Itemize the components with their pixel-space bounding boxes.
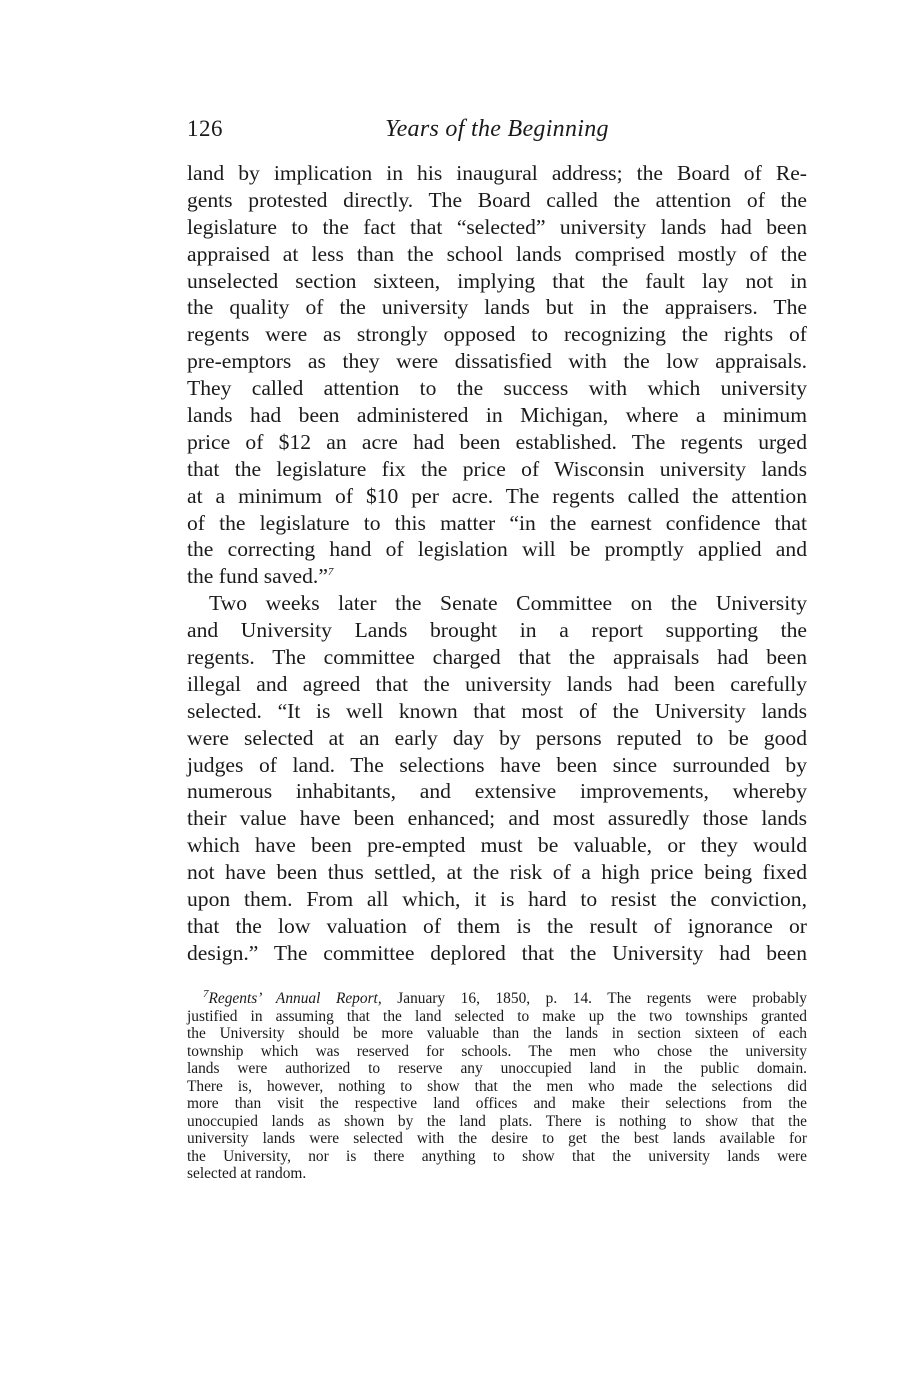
footnote-line: the University, nor is there anything to show that the university lands were — [187, 1147, 807, 1165]
body-line: gents protested directly. The Board called the attention of the — [187, 187, 807, 212]
body-line: illegal and agreed that the university lands had been carefully — [187, 671, 807, 696]
footnote-line: university lands were selected with the desire to get the best lands available for — [187, 1130, 807, 1147]
footnote-first-line-text: January 16, 1850, p. 14. The regents were probably — [381, 990, 807, 1007]
body-line: They called attention to the success with which university — [187, 376, 807, 401]
running-head — [187, 116, 807, 150]
body-line: that the legislature fix the price of Wisconsin university lands — [187, 456, 807, 481]
footnote-reference: 7 — [327, 566, 334, 579]
body-line: and University Lands brought in a report supporting the — [187, 618, 807, 643]
footnote-line: selected at random. — [187, 1165, 307, 1182]
body-line: land by implication in his inaugural address; the Board of Re- — [187, 161, 807, 185]
body-line: of the legislature to this matter “in the earnest confidence that — [187, 510, 807, 535]
body-line: pre-emptors as they were dissatisfied with the low appraisals. — [187, 349, 807, 374]
page-number: 126 — [187, 116, 223, 141]
body-line: the quality of the university lands but in the appraisers. The — [187, 295, 807, 320]
footnote-line: the University should be more valuable than the lands in section sixteen of each — [187, 1025, 807, 1042]
body-text — [187, 160, 807, 967]
footnote-line: justified in assuming that the land selected to make up the two townships granted — [187, 1007, 807, 1025]
footnote-line: township which was reserved for schools. The men who chose the university — [187, 1042, 807, 1060]
footnote-line: There is, however, nothing to show that the men who made the selections did — [187, 1077, 807, 1095]
body-line: appraised at less than the school lands comprised mostly of the — [187, 241, 807, 266]
body-line: were selected at an early day by persons reputed to be good — [187, 725, 807, 750]
body-line: lands had been administered in Michigan, where a minimum — [187, 403, 807, 428]
body-line: the correcting hand of legislation will be promptly applied and — [187, 537, 807, 562]
body-line: price of $12 an acre had been established. The regents urged — [187, 429, 807, 454]
footnote — [187, 987, 807, 1183]
body-line: which have been pre-empted must be valuable, or they would — [187, 833, 807, 858]
body-line: not have been thus settled, at the risk of a high price being fixed — [187, 860, 807, 885]
footnote-line: lands were authorized to reserve any unoccupied land in the public domain. — [187, 1060, 807, 1077]
body-line: at a minimum of $10 per acre. The regents called the attention — [187, 483, 807, 508]
body-line: legislature to the fact that “selected” university lands had been — [187, 214, 807, 239]
body-line: design.” The committee deplored that the University had been — [187, 940, 807, 965]
paragraph-end-line — [187, 563, 807, 590]
footnote-line — [187, 987, 807, 1008]
body-line: that the low valuation of them is the result of ignorance or — [187, 913, 807, 938]
running-title: Years of the Beginning — [385, 116, 609, 142]
footnote-source-title: Regents’ Annual Report, — [208, 990, 382, 1007]
body-line: their value have been enhanced; and most assuredly those lands — [187, 806, 807, 831]
body-line: upon them. From all which, it is hard to resist the conviction, — [187, 887, 807, 912]
body-line: numerous inhabitants, and extensive improvements, whereby — [187, 779, 807, 804]
footnote-line: more than visit the respective land offices and make their selections from the — [187, 1095, 807, 1112]
body-line: regents were as strongly opposed to recognizing the rights of — [187, 322, 807, 347]
footnote-line: unoccupied lands as shown by the land plats. There is nothing to show that the — [187, 1112, 807, 1130]
body-line: unselected section sixteen, implying that the fault lay not in — [187, 268, 807, 293]
footnote-marker: 7 — [203, 987, 209, 1000]
paragraph-start-line: Two weeks later the Senate Committee on the University — [209, 591, 807, 616]
body-line: judges of land. The selections have been since surrounded by — [187, 752, 807, 777]
body-line: regents. The committee charged that the appraisals had been — [187, 645, 807, 670]
body-line: selected. “It is well known that most of the University lands — [187, 698, 807, 723]
body-line-text: the fund saved.” — [187, 564, 328, 589]
